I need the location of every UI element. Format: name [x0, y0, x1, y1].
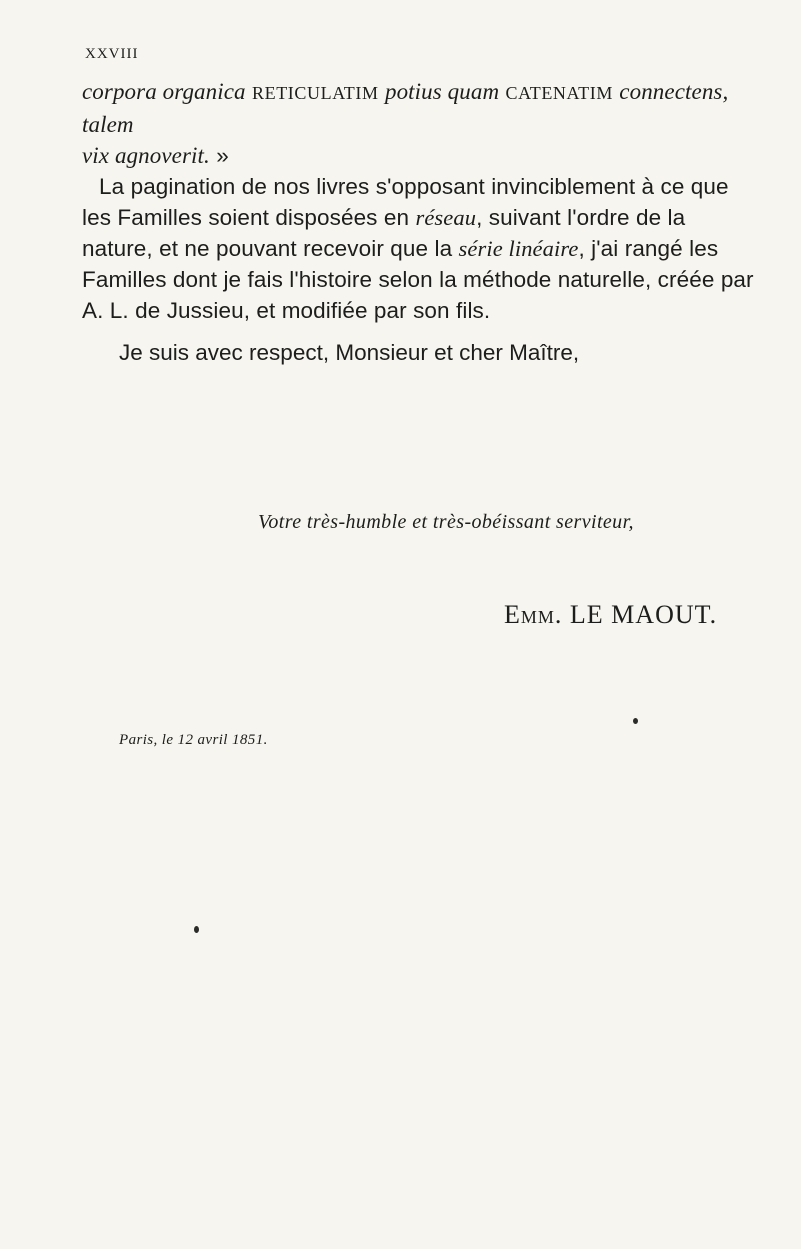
ink-speck: [633, 718, 638, 724]
latin-phrase-3: connectens, talem: [82, 79, 729, 137]
signature-first-name: Emm.: [504, 600, 563, 629]
page-number: XXVIII: [85, 46, 139, 62]
signature-last-name: LE MAOUT.: [569, 600, 718, 629]
signoff-line: Votre très-humble et très-obéissant serviteur,: [258, 511, 634, 533]
italic-serie-lineaire: série linéaire: [458, 236, 579, 261]
latin-quote: [82, 76, 762, 171]
main-paragraph: [82, 171, 762, 326]
paragraph-part-3: , j'ai rangé les Familles dont je fais l'histoire selon la méthode naturelle, créée par A. L. de Jussieu, et modifiée par son fils.: [82, 236, 754, 323]
italic-reseau: réseau: [415, 205, 477, 230]
latin-phrase-4: vix agnoverit.: [82, 143, 210, 168]
latin-phrase-2: potius quam: [384, 79, 500, 104]
closing-quote-mark: »: [209, 143, 229, 168]
caps-word-reticulatim: RETICULATIM: [252, 83, 379, 103]
paragraph-part-1: La pagination de nos livres s'opposant invinciblement à ce que les Familles soient disposées en: [82, 174, 729, 230]
closing-salutation: Je suis avec respect, Monsieur et cher Maître,: [119, 340, 580, 365]
caps-word-catenatim: CATENATIM: [505, 83, 613, 103]
ink-speck: [194, 926, 199, 933]
latin-phrase-1: corpora organica: [82, 79, 246, 104]
dateline: Paris, le 12 avril 1851.: [119, 732, 268, 748]
paragraph-part-2: , suivant l'ordre de la nature, et ne pouvant recevoir que la: [82, 205, 686, 261]
body-text: [82, 76, 762, 326]
signature: [504, 600, 717, 630]
